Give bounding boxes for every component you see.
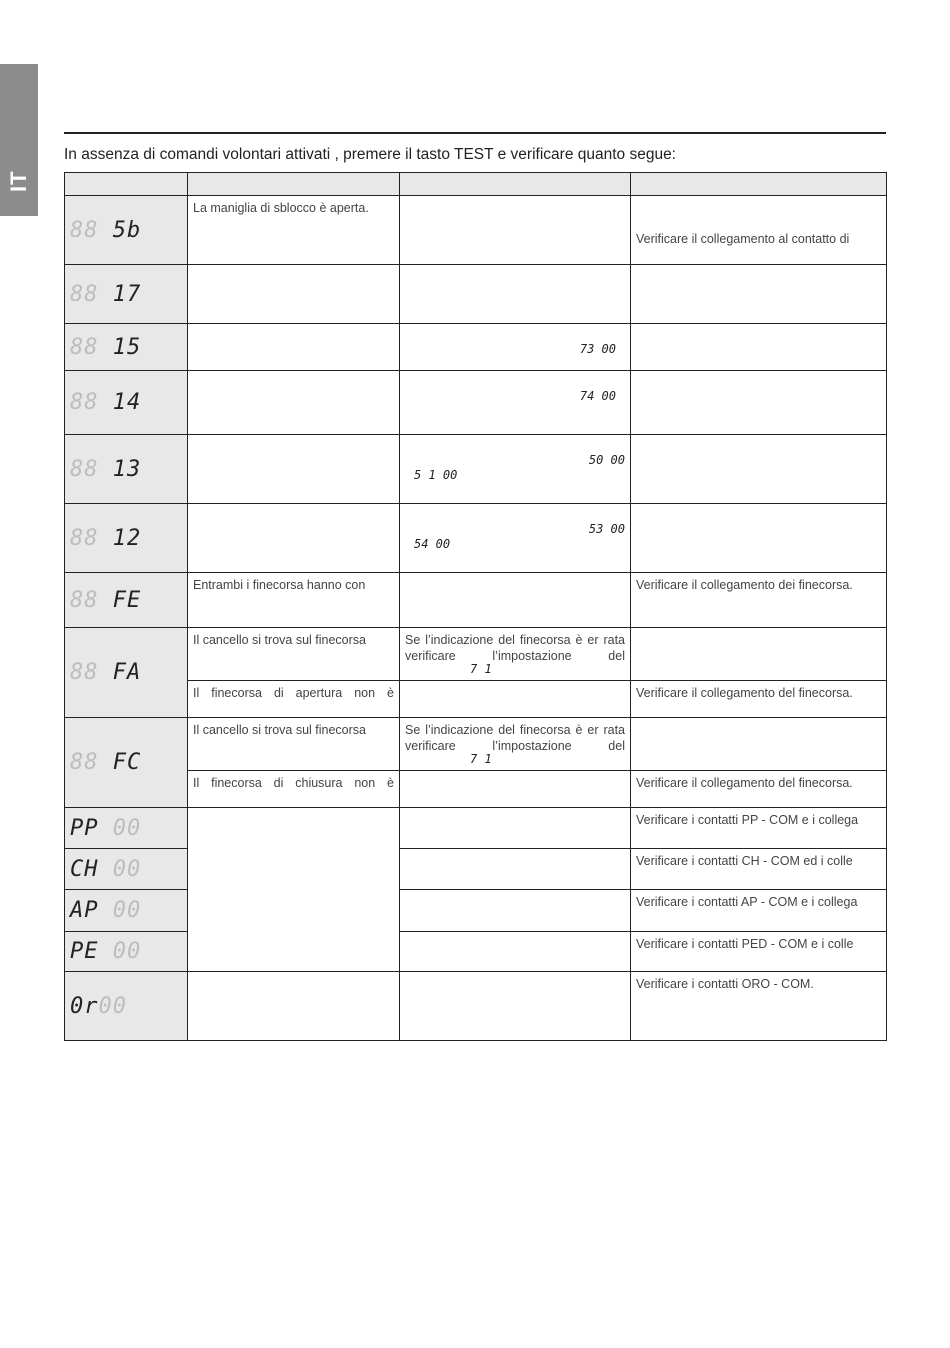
parameter-code: 73 00 — [579, 342, 616, 356]
header-cause — [188, 173, 400, 196]
check-cell — [400, 435, 631, 504]
check-cell — [400, 371, 631, 435]
solution-cell: Verificare i contatti PED - COM e i colle — [631, 932, 887, 972]
cause-cell: Il finecorsa di apertura non è — [188, 681, 400, 718]
check-cell: Se l’indicazione del finecorsa è er rata verificare l’impostazione del 7 1 — [400, 628, 631, 681]
display-code: 88 FA — [65, 628, 188, 718]
check-cell — [400, 504, 631, 573]
display-code: 88 13 — [65, 435, 188, 504]
intro-text: In assenza di comandi volontari attivati , premere il tasto TEST e verificare quanto segue: — [64, 146, 676, 163]
display-code: AP 00 — [65, 890, 188, 932]
cause-cell — [188, 265, 400, 324]
display-code: 88 12 — [65, 504, 188, 573]
language-tab — [0, 64, 38, 216]
table-header-row — [65, 173, 887, 196]
cause-cell — [188, 808, 400, 972]
solution-cell: Verificare il collegamento al contatto di — [631, 196, 887, 265]
parameter-code: 50 00 — [588, 453, 625, 467]
top-rule — [64, 132, 886, 134]
table-row — [65, 573, 887, 628]
cause-cell — [188, 435, 400, 504]
diagnostic-table — [64, 172, 887, 1041]
solution-cell — [631, 265, 887, 324]
solution-cell: Verificare il collegamento del finecorsa. — [631, 681, 887, 718]
parameter-code: 74 00 — [579, 389, 616, 403]
cause-cell — [188, 504, 400, 573]
cause-cell — [188, 324, 400, 371]
solution-cell: Verificare il collegamento del finecorsa. — [631, 771, 887, 808]
check-cell — [400, 808, 631, 849]
table-row — [65, 808, 887, 849]
display-code: 88 14 — [65, 371, 188, 435]
cause-cell — [188, 371, 400, 435]
solution-cell — [631, 628, 887, 681]
cause-cell: La maniglia di sblocco è aperta. — [188, 196, 400, 265]
solution-cell: Verificare i contatti ORO - COM. — [631, 972, 887, 1041]
check-cell — [400, 573, 631, 628]
display-code: PP 00 — [65, 808, 188, 849]
language-label: IT — [6, 170, 31, 192]
check-cell — [400, 196, 631, 265]
table-row — [65, 324, 887, 371]
solution-cell — [631, 371, 887, 435]
parameter-code: 5 1 00 — [414, 468, 458, 482]
cause-cell: Il cancello si trova sul finecorsa — [188, 718, 400, 771]
display-code: 88 FE — [65, 573, 188, 628]
table-row — [65, 371, 887, 435]
display-code: 0r00 — [65, 972, 188, 1041]
check-cell — [400, 324, 631, 371]
table-row — [65, 628, 887, 681]
solution-cell: Verificare i contatti PP - COM e i collega — [631, 808, 887, 849]
display-code: CH 00 — [65, 849, 188, 890]
header-solution — [631, 173, 887, 196]
parameter-code: 7 1 — [470, 752, 492, 766]
display-code: 88 17 — [65, 265, 188, 324]
parameter-code: 54 00 — [414, 537, 451, 551]
solution-cell — [631, 435, 887, 504]
header-display — [65, 173, 188, 196]
solution-cell — [631, 718, 887, 771]
cause-cell: Il finecorsa di chiusura non è — [188, 771, 400, 808]
table-row — [65, 718, 887, 771]
check-cell — [400, 972, 631, 1041]
cause-cell: Entrambi i finecorsa hanno con — [188, 573, 400, 628]
check-cell — [400, 890, 631, 932]
solution-cell: Verificare i contatti CH - COM ed i colle — [631, 849, 887, 890]
parameter-code: 7 1 — [470, 662, 492, 676]
display-code: 88 5b — [65, 196, 188, 265]
check-cell — [400, 681, 631, 718]
display-code: 88 FC — [65, 718, 188, 808]
table-row — [65, 504, 887, 573]
solution-cell: Verificare i contatti AP - COM e i collega — [631, 890, 887, 932]
cause-cell — [188, 972, 400, 1041]
table-row — [65, 265, 887, 324]
check-cell — [400, 932, 631, 972]
table-row — [65, 196, 887, 265]
check-cell: Se l’indicazione del finecorsa è er rata verificare l’impostazione del 7 1 — [400, 718, 631, 771]
cause-cell: Il cancello si trova sul finecorsa — [188, 628, 400, 681]
solution-cell — [631, 324, 887, 371]
solution-cell: Verificare il collegamento dei finecorsa. — [631, 573, 887, 628]
check-cell — [400, 771, 631, 808]
display-code: PE 00 — [65, 932, 188, 972]
table-row — [65, 435, 887, 504]
table-row — [65, 681, 887, 718]
check-cell — [400, 265, 631, 324]
header-check — [400, 173, 631, 196]
parameter-code: 53 00 — [588, 522, 625, 536]
display-code: 88 15 — [65, 324, 188, 371]
check-cell — [400, 849, 631, 890]
table-row — [65, 771, 887, 808]
solution-cell — [631, 504, 887, 573]
table-row — [65, 972, 887, 1041]
